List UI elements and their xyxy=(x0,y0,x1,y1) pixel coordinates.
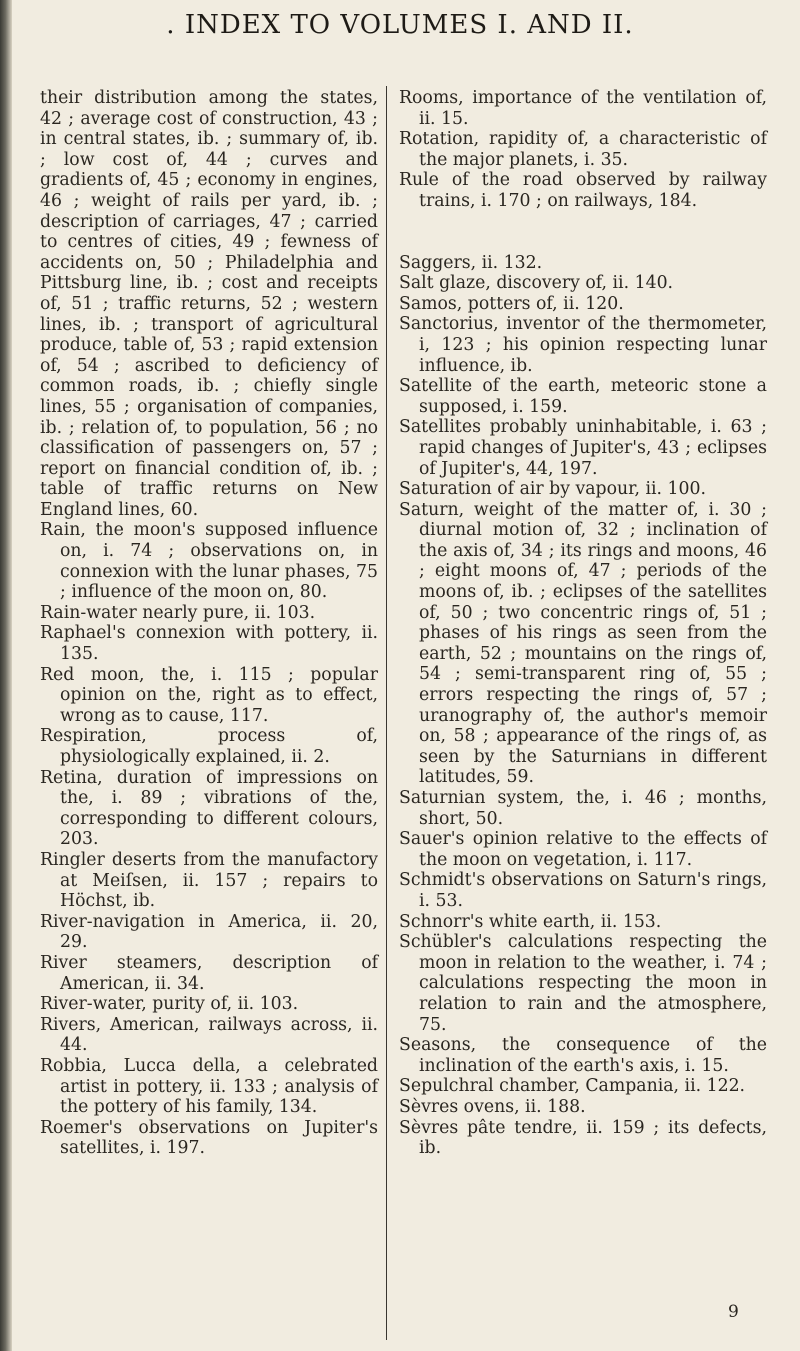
index-entry: Saturnian system, the, i. 46 ; months, short, 50. xyxy=(399,788,767,829)
left-column xyxy=(40,88,378,1159)
index-entry: Satellite of the earth, meteoric stone a supposed, i. 159. xyxy=(399,376,767,417)
index-entry: River steamers, description of American, ii. 34. xyxy=(40,952,378,994)
index-entry: Rain, the moon's supposed influence on, i. 74 ; observations on, in connexion with the lunar phases, 75 ; influence of the moon on, 80. xyxy=(40,520,378,603)
index-entry: River-water, purity of, ii. 103. xyxy=(40,994,299,1015)
index-entry: Sèvres pâte tendre, ii. 159 ; its defects, ib. xyxy=(399,1117,767,1159)
book-binding-edge xyxy=(0,0,12,1351)
right-column xyxy=(399,88,767,1159)
index-entry: Rule of the road observed by railway trains, i. 170 ; on railways, 184. xyxy=(399,170,767,211)
index-entry: Rooms, importance of the ventilation of, ii. 15. xyxy=(399,88,767,129)
index-entry: Salt glaze, discovery of, ii. 140. xyxy=(399,273,674,294)
index-entry: Rain-water nearly pure, ii. 103. xyxy=(40,602,316,623)
index-entry: Saggers, ii. 132. xyxy=(399,252,543,273)
page-header: . INDEX TO VOLUMES I. AND II. xyxy=(166,10,634,40)
index-entry: Schnorr's white earth, ii. 153. xyxy=(399,911,662,932)
index-entry: Rotation, rapidity of, a characteristic of the major planets, i. 35. xyxy=(399,129,767,170)
index-entry: Sanctorius, inventor of the thermometer, i, 123 ; his opinion respecting lunar influence, ib. xyxy=(399,314,767,376)
index-entry: Satellites probably uninhabitable, i. 63 ; rapid changes of Jupiter's, 43 ; eclipses of Jupiter's, 44, 197. xyxy=(399,417,767,479)
index-entry: Sèvres ovens, ii. 188. xyxy=(399,1096,586,1117)
index-entry: Red moon, the, i. 115 ; popular opinion on the, right as to effect, wrong as to cause, 117. xyxy=(40,664,378,726)
index-entry: Sepulchral chamber, Campania, ii. 122. xyxy=(399,1076,746,1097)
index-entry: Schmidt's observations on Saturn's rings, i. 53. xyxy=(399,870,767,911)
index-entry: Raphael's connexion with pottery, ii. 135. xyxy=(40,623,378,665)
index-entry: Seasons, the consequence of the inclination of the earth's axis, i. 15. xyxy=(399,1035,767,1076)
index-entry: Respiration, process of, physiologically explained, ii. 2. xyxy=(40,726,378,767)
column-divider xyxy=(386,86,387,1340)
index-entry: Ringler deserts from the manufactory at Meiſsen, ii. 157 ; repairs to Höchst, ib. xyxy=(40,849,378,912)
page-number: 9 xyxy=(728,1302,739,1322)
index-entry: their distribution among the states, 42 ; average cost of construction, 43 ; in central states, ib. ; summary of, ib. ; low cost of, 44 ; curves and gradients of, 45 ; economy in engines, 46 ; weight of rails per yard, ib. ; description of carriages, 47 ; carried to centres of cities, 49 ; fewness of accidents on, 50 ; Philadelphia and Pittsburg line, ib. ; cost and receipts of, 51 ; traffic returns, 52 ; western lines, ib. ; transport of agricultural produce, table of, 53 ; rapid extension of, 54 ; ascribed to deficiency of common roads, ib. ; chiefly single lines, 55 ; organisation of companies, ib. ; relation of, to population, 56 ; no classification of passengers on, 57 ; report on financial condition of, ib. ; table of traffic returns on New England lines, 60. xyxy=(40,88,378,520)
index-entry: Rivers, American, railways across, ii. 44. xyxy=(40,1014,378,1056)
index-entry: River-navigation in America, ii. 20, 29. xyxy=(40,911,378,953)
index-entry: Saturn, weight of the matter of, i. 30 ; diurnal motion of, 32 ; inclination of the axis of, 34 ; its rings and moons, 46 ; eight moons of, 47 ; periods of the moons of, ib. ; eclipses of the satellites of, 50 ; two concentric rings of, 51 ; phases of his rings as seen from the earth, 52 ; mountains on the rings of, 54 ; semi-transparent ring of, 55 ; errors respecting the rings of, 57 ; uranography of, the author's memoir on, 58 ; appearance of the rings of, as seen by the Saturnians in different latitudes, 59. xyxy=(399,499,767,788)
index-entry: Robbia, Lucca della, a celebrated artist in pottery, ii. 133 ; analysis of the pottery of his family, 134. xyxy=(40,1055,378,1118)
index-entry: Samos, potters of, ii. 120. xyxy=(399,293,624,314)
index-entry: Retina, duration of impressions on the, i. 89 ; vibrations of the, corresponding to different colours, 203. xyxy=(40,767,378,850)
index-entry: Sauer's opinion relative to the effects of the moon on vegetation, i. 117. xyxy=(399,829,767,870)
index-entry: Saturation of air by vapour, ii. 100. xyxy=(399,479,707,500)
index-entry: Roemer's observations on Jupiter's satellites, i. 197. xyxy=(40,1117,378,1159)
index-entry: Schübler's calculations respecting the moon in relation to the weather, i. 74 ; calculations respecting the moon in relation to rain and the atmosphere, 75. xyxy=(399,932,767,1035)
